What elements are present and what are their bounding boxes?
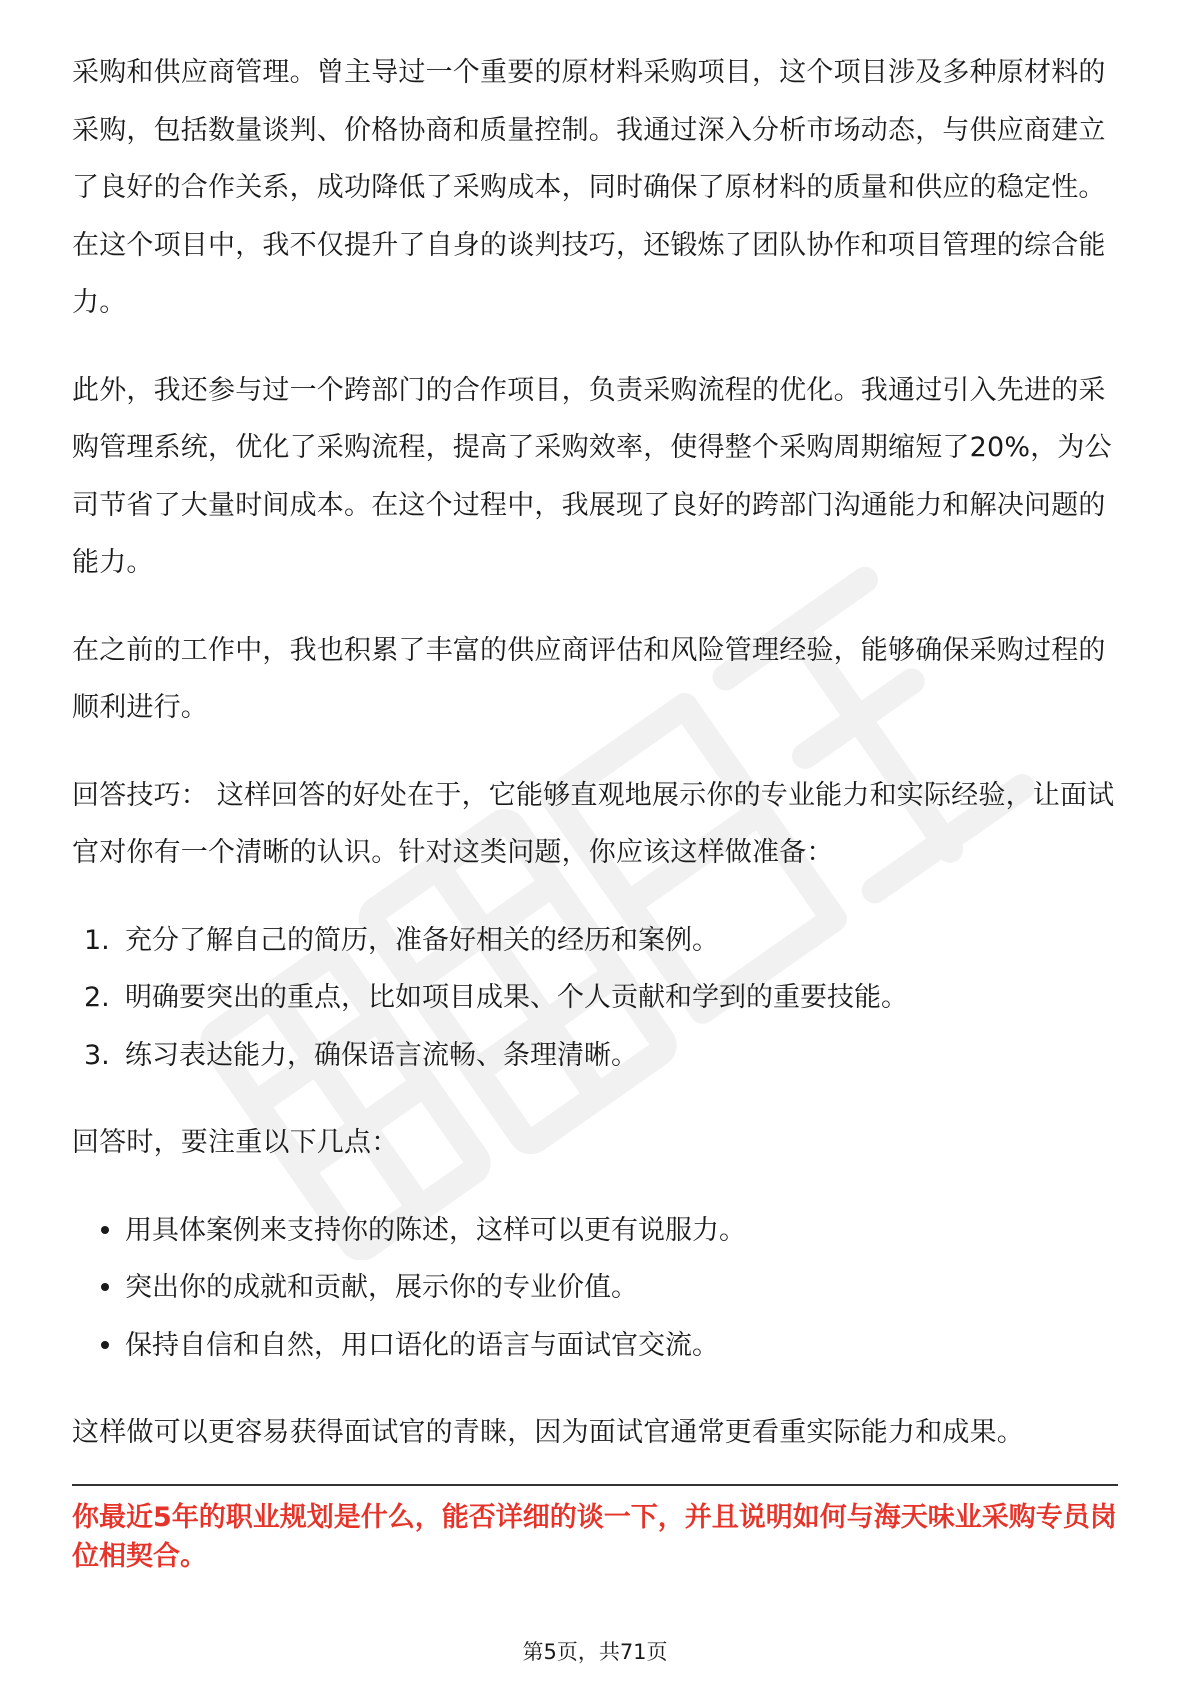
next-question-heading: 你最近5年的职业规划是什么，能否详细的谈一下，并且说明如何与海天味业采购专员岗位相契合。 (72, 1502, 1117, 1572)
main-content (72, 44, 1118, 1492)
paragraph-supplier-evaluation: 在之前的工作中，我也积累了丰富的供应商评估和风险管理经验，能够确保采购过程的顺利进行。 (72, 634, 1106, 723)
list-item (72, 1202, 1118, 1260)
list-item-text: 练习表达能力，确保语言流畅、条理清晰。 (125, 1039, 638, 1071)
bullet-dot-icon (101, 1341, 109, 1349)
paragraph-key-points-intro: 回答时，要注重以下几点： (72, 1127, 399, 1158)
bullet-list (72, 1202, 1118, 1375)
list-item (72, 969, 1118, 1027)
paragraph-answer-tips: 回答技巧： 这样回答的好处在于，它能够直观地展示你的专业能力和实际经验，让面试官对你有一个清晰的认识。针对这类问题，你应该这样做准备： (72, 779, 1115, 868)
list-item-text: 保持自信和自然，用口语化的语言与面试官交流。 (125, 1329, 719, 1361)
list-item (72, 912, 1118, 970)
list-item-text: 明确要突出的重点，比如项目成果、个人贡献和学到的重要技能。 (125, 982, 908, 1013)
paragraph-procurement-project: 采购和供应商管理。曾主导过一个重要的原材料采购项目，这个项目涉及多种原材料的采购，包括数量谈判、价格协商和质量控制。我通过深入分析市场动态，与供应商建立了良好的合作关系，成功降低了采购成本，同时确保了原材料的质量和供应的稳定性。在这个项目中，我不仅提升了自身的谈判技巧，还锻炼了团队协作和项目管理的综合能力。 (72, 57, 1106, 318)
numbered-list (72, 912, 1118, 1085)
list-number: 3. (84, 1039, 110, 1071)
list-item (72, 1027, 1118, 1085)
list-item (72, 1259, 1118, 1317)
paragraph-cross-department: 此外，我还参与过一个跨部门的合作项目，负责采购流程的优化。我通过引入先进的采购管理系统，优化了采购流程，提高了采购效率，使得整个采购周期缩短了20%，为公司节省了大量时间成本。在这个过程中，我展现了良好的跨部门沟通能力和解决问题的能力。 (72, 374, 1112, 578)
section-divider (72, 1484, 1118, 1486)
list-number: 1. (84, 924, 110, 956)
list-item-text: 突出你的成就和贡献，展示你的专业价值。 (125, 1272, 638, 1303)
paragraph-conclusion: 这样做可以更容易获得面试官的青睐，因为面试官通常更看重实际能力和成果。 (72, 1417, 1024, 1448)
list-item-text: 充分了解自己的简历，准备好相关的经历和案例。 (125, 924, 719, 956)
list-number: 2. (84, 982, 110, 1013)
bullet-dot-icon (101, 1283, 109, 1291)
list-item (72, 1317, 1118, 1375)
page-number-footer: 第5页，共71页 (522, 1640, 668, 1664)
bullet-dot-icon (101, 1226, 109, 1234)
list-item-text: 用具体案例来支持你的陈述，这样可以更有说服力。 (125, 1214, 746, 1246)
